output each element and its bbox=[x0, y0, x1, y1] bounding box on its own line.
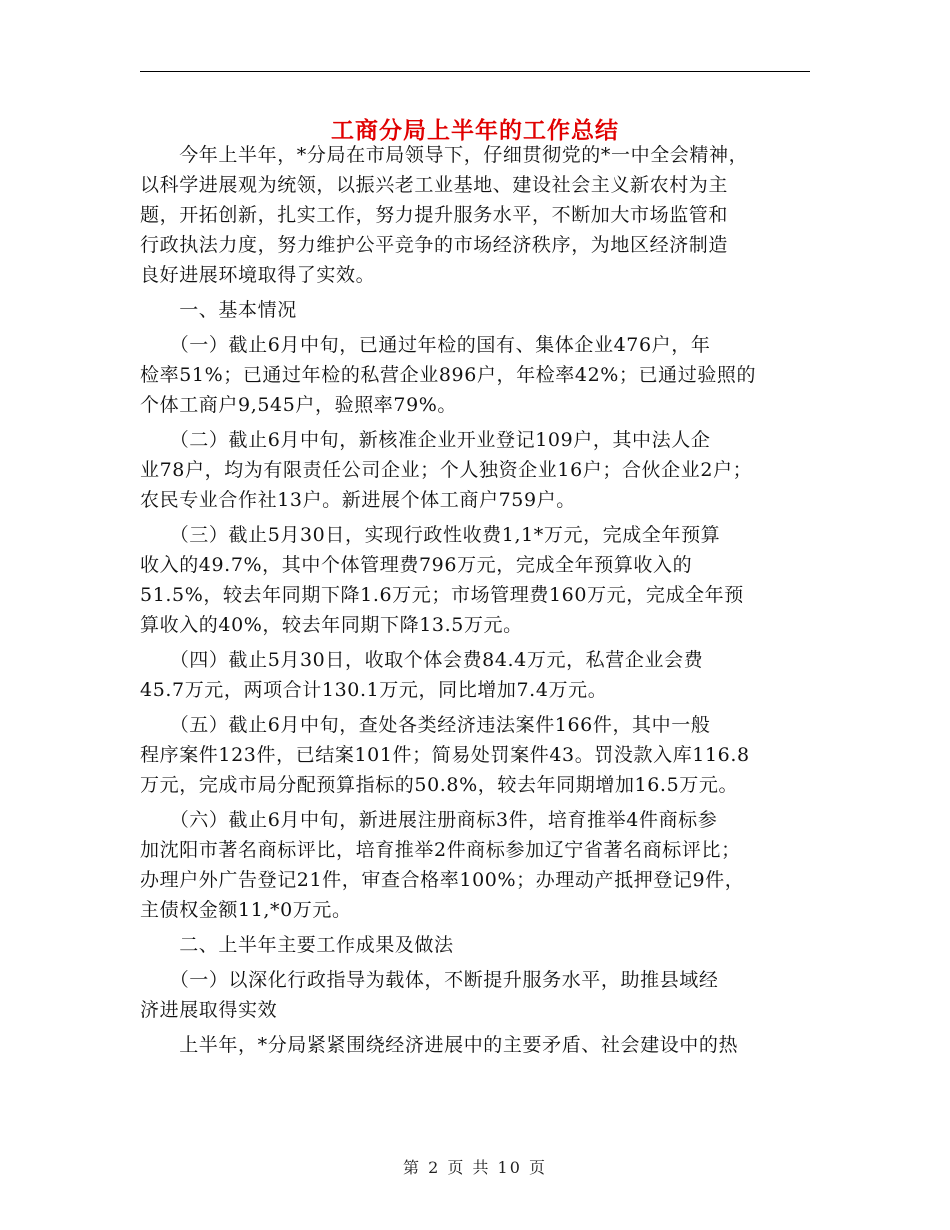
text-line: 办理户外广告登记21件，审查合格率100%；办理动产抵押登记9件， bbox=[140, 869, 745, 891]
text-line: 主债权金额11,*0万元。 bbox=[140, 899, 352, 921]
text-line: 济进展取得实效 bbox=[140, 999, 278, 1021]
text-line: 45.7万元，两项合计130.1万元，同比增加7.4万元。 bbox=[140, 679, 608, 701]
paragraph bbox=[140, 140, 812, 290]
text-line: （三）截止5月30日，实现行政性收费1,1*万元，完成全年预算 bbox=[140, 524, 721, 546]
document-body bbox=[140, 140, 812, 1065]
text-line: 良好进展环境取得了实效。 bbox=[140, 264, 376, 286]
text-line: 二、上半年主要工作成果及做法 bbox=[140, 934, 454, 956]
text-line: 个体工商户9,545户，验照率79%。 bbox=[140, 394, 458, 416]
text-line: 以科学进展观为统领，以振兴老工业基地、建设社会主义新农村为主 bbox=[140, 174, 729, 196]
text-line: 行政执法力度，努力维护公平竞争的市场经济秩序，为地区经济制造 bbox=[140, 234, 729, 256]
paragraph bbox=[140, 1030, 812, 1060]
paragraph bbox=[140, 330, 812, 420]
text-line: 万元，完成市局分配预算指标的50.8%，较去年同期增加16.5万元。 bbox=[140, 774, 739, 796]
text-line: 检率51%；已通过年检的私营企业896户，年检率42%；已通过验照的 bbox=[140, 364, 757, 386]
text-line: 加沈阳市著名商标评比，培育推举2件商标参加辽宁省著名商标评比； bbox=[140, 839, 741, 861]
text-line: 农民专业合作社13户。新进展个体工商户759户。 bbox=[140, 489, 576, 511]
text-line: 业78户，均为有限责任公司企业；个人独资企业16户；合伙企业2户； bbox=[140, 459, 753, 481]
paragraph bbox=[140, 520, 812, 640]
text-line: 收入的49.7%，其中个体管理费796万元，完成全年预算收入的 bbox=[140, 554, 693, 576]
text-line: 一、基本情况 bbox=[140, 299, 297, 321]
text-line: 上半年，*分局紧紧围绕经济进展中的主要矛盾、社会建设中的热 bbox=[140, 1034, 739, 1056]
text-line: （一）以深化行政指导为载体，不断提升服务水平，助推县域经 bbox=[140, 969, 719, 991]
text-line: 今年上半年，*分局在市局领导下，仔细贯彻党的*一中全会精神， bbox=[140, 144, 749, 166]
text-line: （四）截止5月30日，收取个体会费84.4万元，私营企业会费 bbox=[140, 649, 704, 671]
page-footer: 第 2 页 共 10 页 bbox=[403, 1158, 547, 1177]
header-rule bbox=[140, 71, 810, 72]
paragraph bbox=[140, 965, 812, 1025]
text-line: （二）截止6月中旬，新核准企业开业登记109户，其中法人企 bbox=[140, 429, 711, 451]
text-line: （五）截止6月中旬，查处各类经济违法案件166件，其中一般 bbox=[140, 714, 711, 736]
paragraph bbox=[140, 805, 812, 925]
paragraph bbox=[140, 710, 812, 800]
document-title: 工商分局上半年的工作总结 bbox=[331, 117, 619, 144]
text-line: 程序案件123件，已结案101件；简易处罚案件43。罚没款入库116.8 bbox=[140, 744, 750, 766]
paragraph bbox=[140, 425, 812, 515]
text-line: 算收入的40%，较去年同期下降13.5万元。 bbox=[140, 614, 523, 636]
text-line: 51.5%，较去年同期下降1.6万元；市场管理费160万元，完成全年预 bbox=[140, 584, 744, 606]
paragraph bbox=[140, 295, 812, 325]
paragraph bbox=[140, 930, 812, 960]
text-line: 题，开拓创新，扎实工作，努力提升服务水平，不断加大市场监管和 bbox=[140, 204, 729, 226]
text-line: （六）截止6月中旬，新进展注册商标3件，培育推举4件商标参 bbox=[140, 809, 718, 831]
text-line: （一）截止6月中旬，已通过年检的国有、集体企业476户，年 bbox=[140, 334, 711, 356]
paragraph bbox=[140, 645, 812, 705]
